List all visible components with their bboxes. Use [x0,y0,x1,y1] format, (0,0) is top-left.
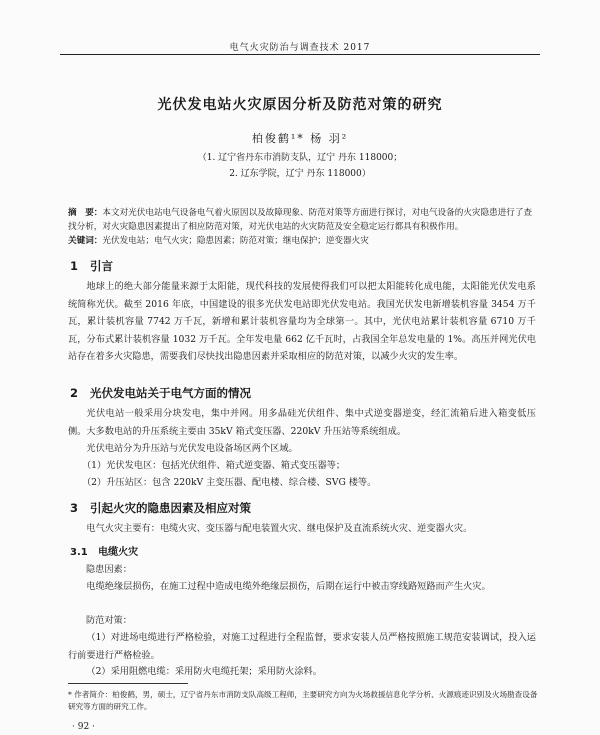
hazard-label: 隐患因素： [86,564,132,575]
section-1-title: 引言 [90,259,114,273]
subsection-3-1-title: 电缆火灾 [98,547,139,558]
keywords [68,234,536,246]
affiliation-2: 2. 辽东学院，辽宁 丹东 118000） [229,169,371,179]
section-1-heading [70,258,113,274]
measure-label: 防范对策： [86,615,132,626]
section-3-number: 3 [70,501,79,515]
author-footnote: * 作者简介：柏俊鹤，男，硕士，辽宁省丹东市消防支队高级工程师，主要研究方向为火场救援信息化学分析、火源痕迹识别及火场勘查设备研究等方面的研究工作。 [68,690,538,711]
section-3-title: 引起火灾的隐患因素及相应对策 [90,501,252,515]
section-2-number: 2 [70,386,79,400]
hazard-text: 电缆绝缘层损伤，在施工过程中造成电缆外绝缘层损伤，后期在运行中被击穿线路短路而产生火灾。 [86,581,491,592]
keywords-label: 关键词： [68,236,103,246]
section-3-paragraph: 电气火灾主要有：电缆火灾、变压器与配电装置火灾、继电保护及直流系统火灾、逆变器火灾。 [86,523,473,534]
section-1-paragraph: 地球上的绝大部分能量来源于太阳能，现代科技的发展使得我们可以把太阳能转化成电能，太阳能光伏发电系统简称光伏。截至 2016 年底，中国建设的很多光伏发电站即光伏发电站。我国光伏发电新增装机容量 3454 万千瓦，累计装机容量 7742 万千瓦，新增和累计装机容量均为全球第一。其中，光伏电站累计装机容量 6710 万千瓦，分布式累计装机容量 1032 万千瓦。全年发电量 662 亿千瓦时，占我国全年总发电量的 1%。高压并网光伏电站存在着多火灾隐患，需要我们尽快找出隐患因素并采取相应的防范对策，以减少火灾的发生率。 [68,281,536,362]
measure-item-2: （2）采用阻燃电缆：采用防火电缆托架；采用防火涂料。 [86,666,322,677]
author-line: 柏俊鹤¹* 杨 羽² [251,132,349,145]
section-2-paragraph-2: 光伏电站分为升压站与光伏发电设备场区两个区域。 [86,443,298,454]
section-2-title: 光伏发电站关于电气方面的情况 [90,386,252,400]
page-number: · 92 · [72,722,95,732]
article-title: 光伏发电站火灾原因分析及防范对策的研究 [157,97,443,113]
measure-item-1: （1）对进场电缆进行严格检验，对施工过程进行全程监督，要求安装人员严格按照施工规范安装调试，投入运行前要进行严格检验。 [68,632,536,661]
section-3-heading [70,500,251,516]
section-2-item-1: （1）光伏发电区：包括光伏组件、箱式逆变器、箱式变压器等； [82,460,346,471]
footnote-rule [68,683,188,684]
keywords-text: 光伏发电站；电气火灾；隐患因素；防范对策；继电保护；逆变器火灾 [102,236,369,246]
section-1-number: 1 [70,259,79,273]
subsection-3-1-heading [70,543,138,558]
section-2-paragraph-1: 光伏电站一般采用分块发电，集中并网。用多晶硅光伏组件、集中式逆变器逆变，经汇流箱后进入箱变低压侧。大多数电站的升压系统主要由 35kV 箱式变压器、220kV 升压站等系统组成。 [68,408,536,437]
header-rule [60,54,540,55]
section-2-heading [70,385,251,401]
section-2-item-2: （2）升压站区：包含 220kV 主变压器、配电楼、综合楼、SVG 楼等。 [82,477,377,488]
abstract [68,206,536,234]
abstract-text: 本文对光伏电站电气设备电气着火原因以及故障现象、防范对策等方面进行探讨，对电气设备的火灾隐患进行了查找分析，对火灾隐患因素提出了相应防范对策，对光伏电站的火灾防范及安全稳定运行都具有积极作用。 [68,208,533,232]
affiliation-1: （1. 辽宁省丹东市消防支队，辽宁 丹东 118000； [197,153,403,163]
subsection-3-1-number: 3.1 [70,547,88,558]
abstract-label: 摘 要： [68,208,103,218]
running-header: 电气火灾防治与调查技术 2017 [229,43,371,53]
